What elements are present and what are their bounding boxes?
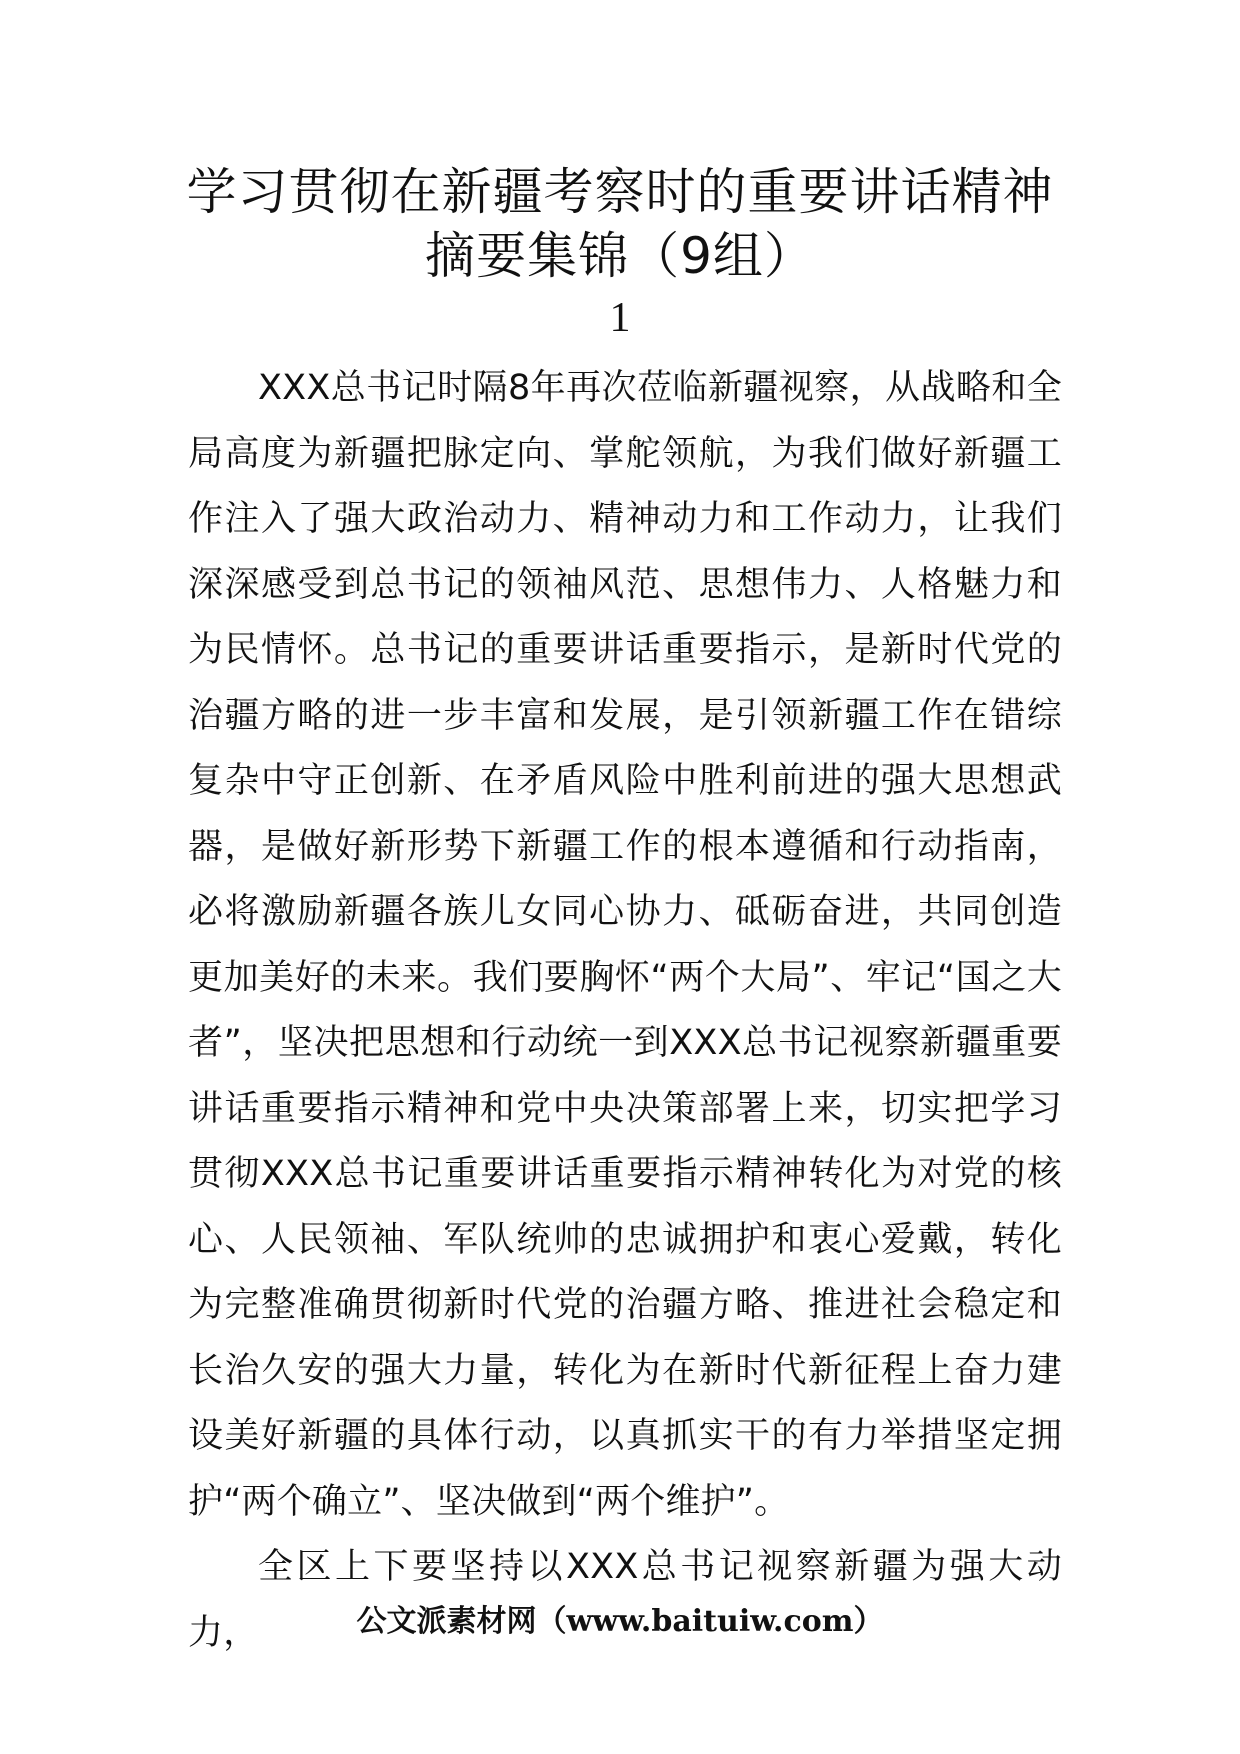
body-paragraph: 全区上下要坚持以XXX总书记视察新疆为强大动力， bbox=[188, 1547, 1062, 1653]
body-paragraph: XXX总书记时隔8年再次莅临新疆视察，从战略和全局高度为新疆把脉定向、掌舵领航，为我们做好新疆工作注入了强大政治动力、精神动力和工作动力，让我们深深感受到总书记的领袖风范、思想伟力、人格魅力和为民情怀。总书记的重要讲话重要指示，是新时代党的治疆方略的进一步丰富和发展，是引领新疆工作在错综复杂中守正创新、在矛盾风险中胜利前进的强大思想武器，是做好新形势下新疆工作的根本遵循和行动指南，必将激励新疆各族儿女同心协力、砥砺奋进，共同创造更加美好的未来。我们要胸怀“两个大局”、牢记“国之大者”，坚决把思想和行动统一到XXX总书记视察新疆重要讲话重要指示精神和党中央决策部署上来，切实把学习贯彻XXX总书记重要讲话重要指示精神转化为对党的核心、人民领袖、军队统帅的忠诚拥护和衷心爱戴，转化为完整准确贯彻新时代党的治疆方略、推进社会稳定和长治久安的强大力量，转化为在新时代新征程上奋力建设美好新疆的具体行动，以真抓实干的有力举措坚定拥护“两个确立”、坚决做到“两个维护”。 bbox=[188, 368, 1062, 1522]
document-title: 学习贯彻在新疆考察时的重要讲话精神摘要集锦（9组） bbox=[186, 163, 1054, 285]
document-body bbox=[188, 356, 1062, 1666]
section-number: 1 bbox=[609, 295, 631, 341]
footer-watermark-text: 公文派素材网（www.baituiw.com） bbox=[356, 1604, 884, 1639]
